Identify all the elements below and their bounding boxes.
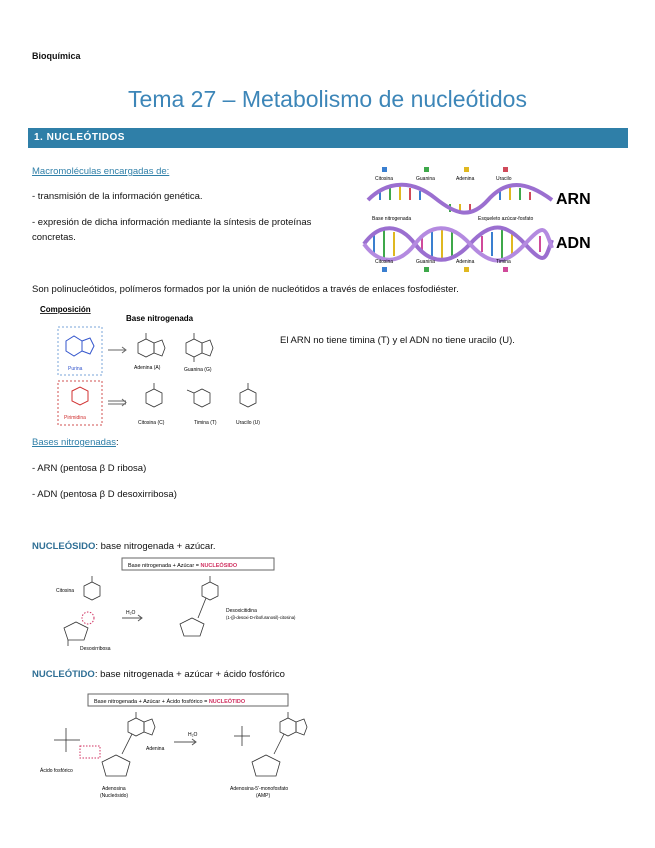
legend-bottom-adenina-square <box>464 267 469 272</box>
pyrimidine-structure <box>72 387 88 405</box>
adenina-reactant-label: Adenina <box>146 746 165 752</box>
base-nitrogenada-label: Base nitrogenada <box>372 216 412 222</box>
reaction-highlight <box>82 612 94 624</box>
nucleoside-term: NUCLEÓSIDO <box>32 541 96 552</box>
base-nitrogenada-title: Base nitrogenada <box>126 314 194 323</box>
uracilo-label: Uracilo (U) <box>236 420 260 426</box>
guanina-label: Guanina (G) <box>184 367 212 373</box>
acido-fosforico-label: Ácido fosfórico <box>40 768 73 774</box>
esqueleto-label: Esqueleto azúcar-fosfato <box>478 216 534 222</box>
composition-title: Composición <box>40 305 91 314</box>
bases-heading <box>32 436 119 449</box>
page-title: Tema 27 – Metabolismo de nucleótidos <box>128 86 527 112</box>
legend-guanina-square <box>424 167 429 172</box>
bases-adn: - ADN (pentosa β D desoxirribosa) <box>32 489 177 500</box>
legend-bottom-guanina-square <box>424 267 429 272</box>
arn-strand <box>368 185 552 214</box>
citosina-structure <box>146 383 162 407</box>
arn-adn-note: El ARN no tiene timina (T) y el ADN no tiene uracilo (U). <box>280 335 515 346</box>
citosina-label: Citosina (C) <box>138 420 165 426</box>
adn-double-helix <box>364 228 552 261</box>
composition-figure <box>34 303 279 433</box>
intro-item-expression: - expresión de dicha información mediante la síntesis de proteínas <box>32 217 312 228</box>
citosina-reactant-structure <box>84 576 100 600</box>
timina-label: Timina (T) <box>194 420 217 426</box>
nucleotide-arrow <box>174 739 196 745</box>
legend-bottom-adenina: Adenina <box>456 259 475 265</box>
nucleoside-formula: Base nitrogenada + Azúcar = NUCLEÓSIDO <box>128 563 238 569</box>
timina-structure <box>187 389 210 407</box>
nucleoside-definition <box>32 540 216 553</box>
adenina-label: Adenina (A) <box>134 365 161 371</box>
intro-item-expression-cont: concretas. <box>32 232 76 243</box>
nucleoside-water: H₂O <box>126 610 136 616</box>
arn-adn-helix-figure <box>360 160 610 278</box>
legend-uracilo-square <box>503 167 508 172</box>
nucleoside-reaction-figure <box>40 556 320 658</box>
desoxirribosa-label: Desoxirribosa <box>80 646 111 652</box>
amp-structure <box>234 712 307 776</box>
legend-top-citosina: Citosina <box>375 176 394 182</box>
legend-bottom-citosina-square <box>382 267 387 272</box>
purine-label: Purina <box>68 366 83 372</box>
legend-top-uracilo: Uracilo <box>496 176 512 182</box>
pyrimidine-label: Pirimidina <box>64 415 86 421</box>
nucleotide-term: NUCLEÓTIDO <box>32 669 95 680</box>
nucleotide-formula: Base nitrogenada + Azúcar + Ácido fosfórico = NUCLEÓTIDO <box>94 699 246 705</box>
condensation-highlight <box>80 746 100 758</box>
arn-label: ARN <box>556 191 591 208</box>
purine-structure <box>66 336 94 356</box>
macromolecules-link[interactable]: Macromoléculas encargadas de: <box>32 166 170 177</box>
desoxirribosa-structure <box>64 622 88 646</box>
intro-item-transmission: - transmisión de la información genética. <box>32 191 203 202</box>
adenosina-structure <box>102 712 155 776</box>
legend-top-guanina: Guanina <box>416 176 435 182</box>
bases-colon: : <box>115 437 119 448</box>
guanina-structure <box>186 333 213 362</box>
legend-bottom-citosina: Citosina <box>375 259 394 265</box>
nucleotide-def: : base nitrogenada + azúcar + ácido fosfórico <box>94 669 285 680</box>
desoxicitidina-structure <box>180 576 218 636</box>
adenosina-sublabel: (Nucleósido) <box>100 793 129 799</box>
composition-arrows <box>108 347 126 406</box>
desoxicitidina-label: Desoxicitidina <box>226 608 257 614</box>
nucleotide-water: H₂O <box>188 732 198 738</box>
legend-bottom-timina: Timina <box>496 259 511 265</box>
legend-bottom-timina-square <box>503 267 508 272</box>
document-header-label: Bioquímica <box>32 51 81 61</box>
nucleotide-definition <box>32 668 285 681</box>
polymer-text: Son polinucleótidos, polímeros formados por la unión de nucleótidos a través de enlaces fosfodiéster. <box>32 284 459 295</box>
legend-bottom-guanina: Guanina <box>416 259 435 265</box>
acido-fosforico-structure <box>54 728 80 752</box>
amp-sublabel: (AMP) <box>256 793 271 799</box>
uracilo-structure <box>240 383 256 407</box>
amp-label: Adenosina-5'-monofosfato <box>230 786 289 792</box>
section-heading: 1. NUCLEÓTIDOS <box>28 128 628 148</box>
adenosina-label: Adenosina <box>102 786 126 792</box>
nucleoside-def: : base nitrogenada + azúcar. <box>95 541 216 552</box>
legend-adenina-square <box>464 167 469 172</box>
desoxicitidina-sublabel: (1-(β-desoxi-D-ribofuranosil)-citosina) <box>226 615 296 620</box>
adn-label: ADN <box>556 235 591 252</box>
legend-citosina-square <box>382 167 387 172</box>
bases-arn: - ARN (pentosa β D ribosa) <box>32 463 147 474</box>
bases-link[interactable]: Bases nitrogenadas <box>32 437 116 448</box>
citosina-reactant-label: Citosina <box>56 588 75 594</box>
nucleotide-reaction-figure <box>36 692 326 802</box>
legend-top-adenina: Adenina <box>456 176 475 182</box>
adenina-structure <box>138 333 165 357</box>
